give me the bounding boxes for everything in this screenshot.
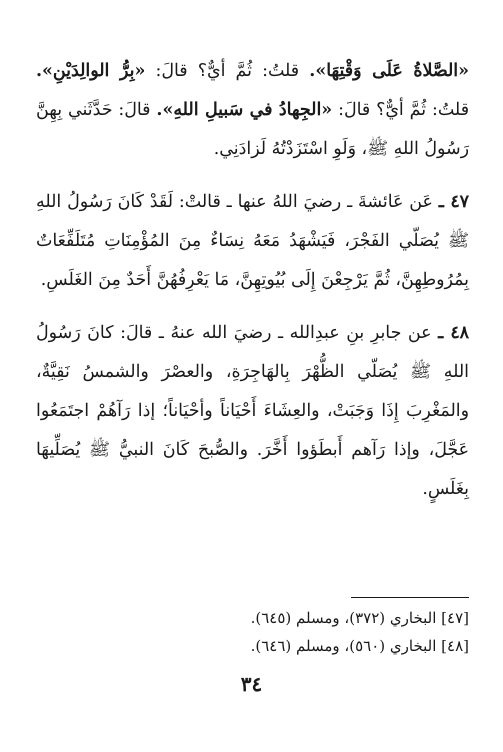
- paragraph-hadith-46-end: [36, 52, 469, 169]
- text-segment: قلتُ: ثُمَّ أيٌّ؟ قالَ:: [332, 100, 470, 120]
- footnote-48: [٤٨] البخاري (٥٦٠)، ومسلم (٦٤٦).: [250, 637, 469, 655]
- paragraph-hadith-47: [36, 183, 469, 300]
- hadith-number: ٤٧ ـ: [438, 192, 469, 212]
- paragraph-hadith-48: [36, 314, 469, 509]
- hadith-text: عن جابرِ بنِ عبدِالله ـ رضيَ الله عنهُ ـ قالَ: كانَ رَسُولُ اللهِ ﷺ يُصَلّي الظُّهْرَ بِالهَاجِرَةِ، والعصْرَ والشمسُ نَقِيَّةٌ، والمَغْرِبَ إِذَا وَجَبَتْ، والعِشَاءَ أَحْيَاناً وأحْيَاناً؛ إذا رَآهُمْ اجتَمَعُوا عَجَّلَ، وإذا رَآهم أَبطَؤوا أَخَّرَ. والصُّبحَ كَانَ النبيُّ ﷺ يُصَلِّيهَا بِغَلَسٍ.: [36, 323, 469, 499]
- quote-parents: «بِرُّ الوالِدَيْنِ».: [36, 61, 146, 81]
- text-segment: قلتُ: ثُمَّ أيٌّ؟ قالَ:: [145, 61, 310, 81]
- page-body: [36, 52, 469, 509]
- footnotes: [251, 604, 469, 660]
- quote-jihad: «الجِهادُ في سَبيلِ اللهِ».: [156, 100, 333, 120]
- text-segment: قالَ: حَدَّثَني بِهِنَّ رَسُولُ اللهِ ﷺ، وَلَوِ اسْتَزَدْتُهُ لَزادَنِي.: [36, 100, 469, 159]
- footnote-separator: [351, 597, 469, 598]
- quote-prayer-on-time: «الصَّلاةُ عَلَى وَقْتِهَا».: [309, 61, 469, 81]
- footnote-47: [٤٧] البخاري (٣٧٢)، ومسلم (٦٤٥).: [250, 609, 469, 627]
- hadith-number: ٤٨ ـ: [438, 323, 469, 343]
- hadith-text: عَن عَائشةَ ـ رضيَ اللهُ عنها ـ قالتْ: لَقَدْ كَانَ رَسُولُ اللهِ ﷺ يُصَلّي الفَجْرَ، فَيَشْهَدُ مَعَهُ نِسَاءٌ مِنَ المُؤْمِنَاتِ مُتَلَفِّعَاتٌ بِمُرُوطِهِنَّ، ثُمَّ يَرْجِعْنَ إِلَى بُيُوتِهِنَّ، مَا يَعْرِفُهُنَّ أَحَدٌ مِنَ الغَلَسِ.: [36, 192, 469, 290]
- page-number: ٣٤: [240, 672, 263, 696]
